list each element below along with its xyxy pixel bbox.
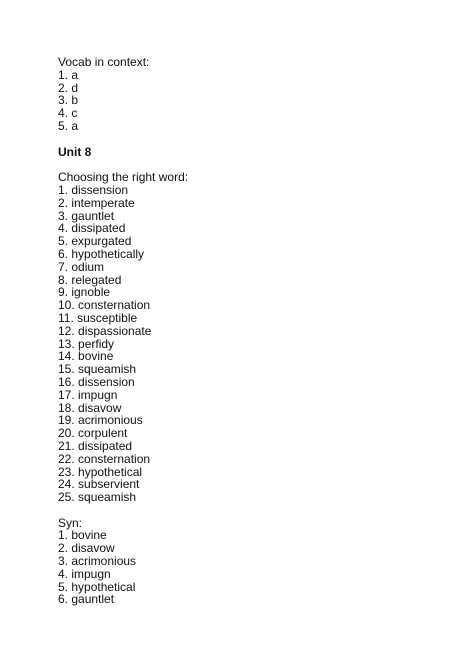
- syn-section: [58, 517, 458, 607]
- answer-item: 3. gauntlet: [58, 208, 115, 223]
- answer-item: 3. b: [58, 93, 79, 108]
- answer-item: 19. acrimonious: [58, 413, 143, 428]
- answer-item: 1. dissension: [58, 182, 129, 197]
- answer-item: 6. gauntlet: [58, 592, 115, 607]
- answer-item: 14. bovine: [58, 349, 114, 364]
- unit-heading: Unit 8: [58, 144, 92, 159]
- vocab-in-context-section: [58, 56, 458, 133]
- answer-item: 13. perfidy: [58, 336, 115, 351]
- choosing-right-word-section: [58, 171, 458, 504]
- answer-item: 4. dissipated: [58, 221, 126, 236]
- answer-list: [58, 184, 458, 504]
- answer-item: 4. c: [58, 106, 78, 121]
- answer-item: 23. hypothetical: [58, 464, 143, 479]
- section-title: Choosing the right word:: [58, 170, 189, 185]
- answer-item: 25. squeamish: [58, 490, 137, 505]
- answer-item: 2. intemperate: [58, 195, 135, 210]
- answer-item: 8. relegated: [58, 272, 122, 287]
- answer-item: 5. expurgated: [58, 234, 132, 249]
- answer-item: 7. odium: [58, 259, 105, 274]
- answer-item: 1. bovine: [58, 528, 107, 543]
- answer-item: 6. hypothetically: [58, 246, 145, 261]
- answer-item: 12. dispassionate: [58, 323, 152, 338]
- answer-item: 10. consternation: [58, 298, 151, 313]
- answer-item: 20. corpulent: [58, 426, 128, 441]
- section-title: Syn:: [58, 515, 83, 530]
- answer-item: 15. squeamish: [58, 362, 137, 377]
- answer-item: 4. impugn: [58, 566, 111, 581]
- answer-list: [58, 529, 458, 606]
- section-title: Vocab in context:: [58, 55, 150, 69]
- answer-item: 17. impugn: [58, 387, 118, 402]
- answer-item: 24. subservient: [58, 477, 140, 492]
- answer-item: 3. acrimonious: [58, 554, 137, 569]
- answer-item: 1. a: [58, 67, 79, 82]
- answer-item: 5. hypothetical: [58, 579, 136, 594]
- answer-item: 11. susceptible: [58, 310, 138, 325]
- answer-item: 9. ignoble: [58, 285, 111, 300]
- document-page: [58, 56, 458, 606]
- answer-item: 21. dissipated: [58, 438, 133, 453]
- answer-item: 18. disavow: [58, 400, 122, 415]
- answer-item: 22. consternation: [58, 451, 151, 466]
- answer-item: 16. dissension: [58, 374, 135, 389]
- answer-item: 2. d: [58, 80, 79, 95]
- answer-list: [58, 69, 458, 133]
- answer-item: 5. a: [58, 118, 79, 133]
- answer-item: 2. disavow: [58, 541, 115, 556]
